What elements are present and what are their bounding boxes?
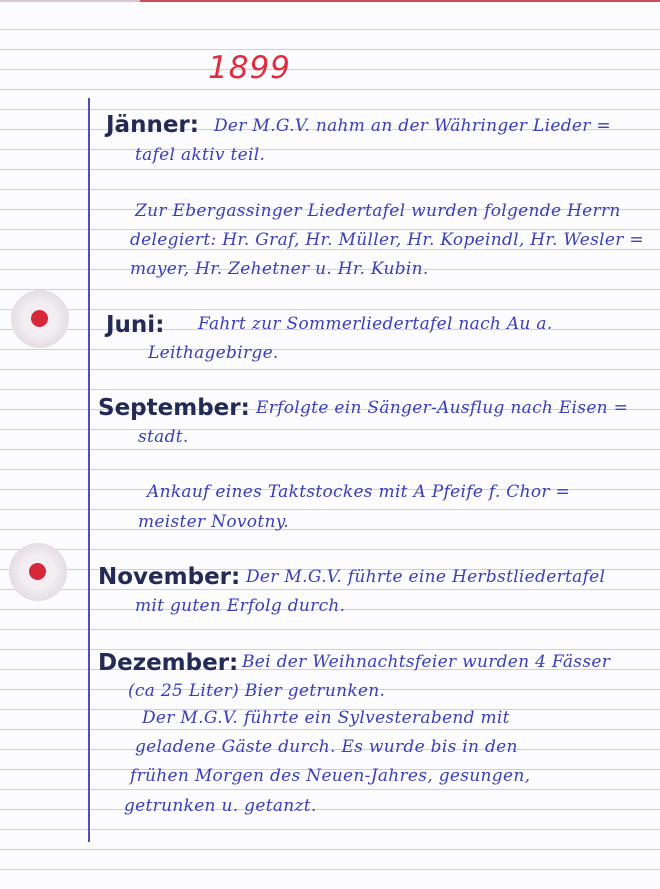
entry-line: meister Novotny.	[138, 512, 290, 532]
red-header-rule	[140, 0, 660, 2]
entry-line: Erfolgte ein Sänger-Ausflug nach Eisen =	[256, 398, 629, 418]
entry-line: mayer, Hr. Zehetner u. Hr. Kubin.	[130, 259, 429, 279]
entry-line: Fahrt zur Sommerliedertafel nach Au a.	[198, 314, 553, 334]
margin-line	[88, 98, 90, 842]
entry-line: (ca 25 Liter) Bier getrunken.	[128, 681, 386, 701]
entry-line: Bei der Weihnachtsfeier wurden 4 Fässer	[242, 652, 611, 672]
entry-line: geladene Gäste durch. Es wurde bis in den	[135, 737, 518, 757]
punch-hole-lower	[9, 543, 67, 601]
entry-line: tafel aktiv teil.	[135, 145, 266, 165]
entry-line: Leithagebirge.	[148, 343, 279, 363]
year-heading: 1899	[208, 50, 291, 86]
entry-line: Ankauf eines Taktstockes mit A Pfeife f. Chor =	[147, 482, 571, 502]
entry-line: getrunken u. getanzt.	[124, 796, 317, 816]
entry-line: Zur Ebergassinger Liedertafel wurden folgende Herrn	[135, 201, 621, 221]
punch-hole-upper	[11, 290, 69, 348]
red-dot-marker	[31, 310, 48, 327]
month-label-janner: Jänner:	[106, 112, 199, 138]
entry-line: Der M.G.V. führte eine Herbstliedertafel	[246, 567, 606, 587]
red-dot-marker	[29, 563, 46, 580]
month-label-november: November:	[98, 564, 241, 590]
entry-line: Der M.G.V. führte ein Sylvesterabend mit	[142, 708, 510, 728]
month-label-juni: Juni:	[106, 312, 165, 338]
entry-line: stadt.	[138, 427, 189, 447]
entry-line: frühen Morgen des Neuen-Jahres, gesungen,	[130, 766, 531, 786]
month-label-dezember: Dezember:	[98, 650, 239, 676]
entry-line: mit guten Erfolg durch.	[135, 596, 346, 616]
entry-line: delegiert: Hr. Graf, Hr. Müller, Hr. Kopeindl, Hr. Wesler =	[130, 230, 644, 250]
entry-line: Der M.G.V. nahm an der Währinger Lieder =	[214, 116, 611, 136]
month-label-september: September:	[98, 395, 250, 421]
